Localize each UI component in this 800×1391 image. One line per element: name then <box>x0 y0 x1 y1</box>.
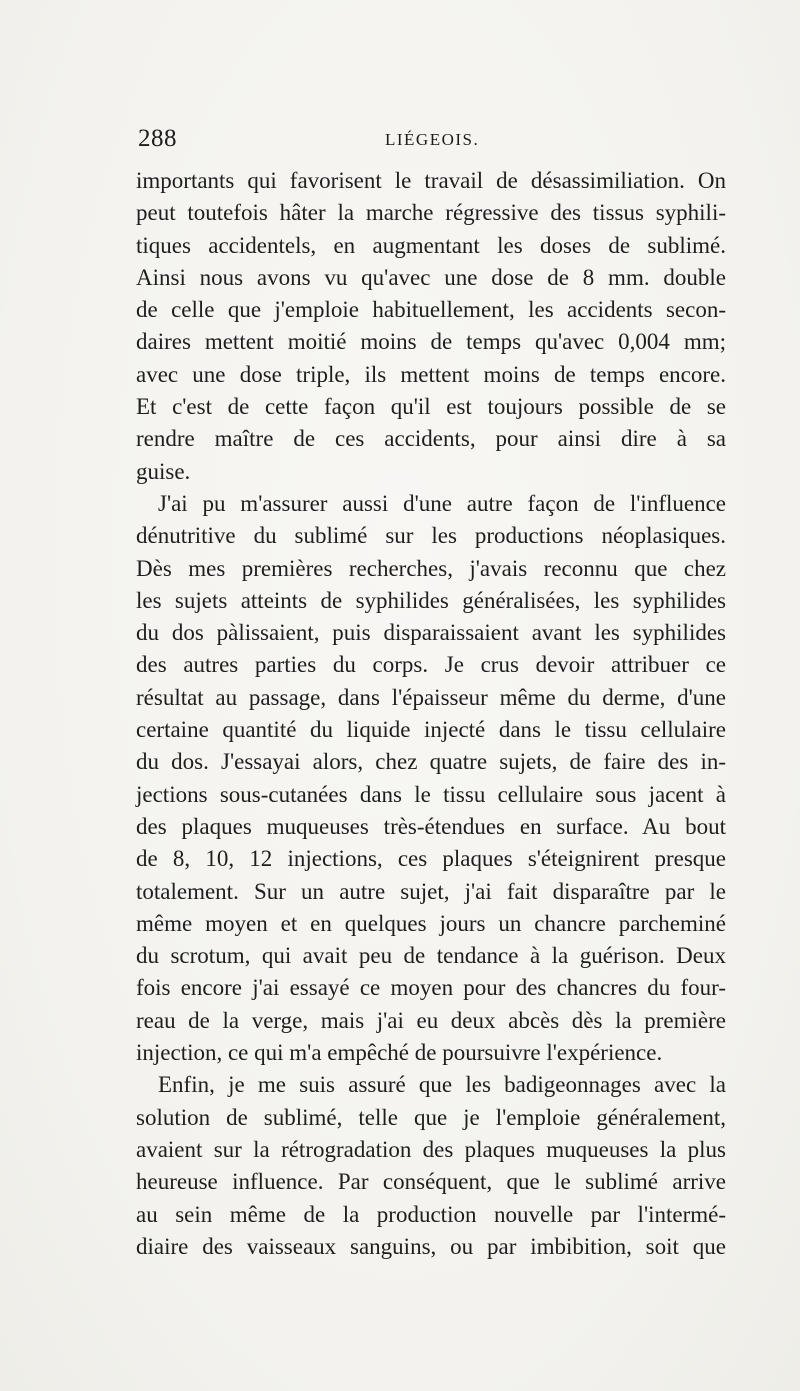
text-line: les sujets atteints de syphilides généralisées, les syphilides <box>136 587 726 613</box>
text-line: de 8, 10, 12 injections, ces plaques s'éteignirent presque <box>136 846 726 872</box>
text-line: certaine quantité du liquide injecté dans le tissu cellulaire <box>136 717 726 743</box>
text-line: dénutritive du sublimé sur les productions néoplasiques. <box>136 523 726 549</box>
text-line: importants qui favorisent le travail de désassimiliation. On <box>136 168 726 193</box>
text-line: guise. <box>136 458 191 484</box>
text-line: des plaques muqueuses très-étendues en surface. Au bout <box>136 813 726 839</box>
text-line: peut toutefois hâter la marche régressive des tissus syphili- <box>136 200 726 226</box>
text-line: du scrotum, qui avait peu de tendance à la guérison. Deux <box>136 943 726 969</box>
text-line: résultat au passage, dans l'épaisseur même du derme, d'une <box>136 684 726 710</box>
text-line: de celle que j'emploie habituellement, les accidents secon- <box>136 297 726 323</box>
body-text <box>136 165 726 1263</box>
text-line: tiques accidentels, en augmentant les doses de sublimé. <box>136 232 726 258</box>
page-number: 288 <box>138 125 177 152</box>
text-line: Enfin, je me suis assuré que les badigeonnages avec la <box>158 1072 726 1098</box>
text-line: heureuse influence. Par conséquent, que le sublimé arrive <box>136 1169 726 1195</box>
paragraph-2 <box>136 488 726 1069</box>
text-line: J'ai pu m'assurer aussi d'une autre façon de l'influence <box>158 490 726 516</box>
text-line: avaient sur la rétrogradation des plaques muqueuses la plus <box>136 1136 726 1162</box>
paragraph-3 <box>136 1069 726 1263</box>
text-line: du dos. J'essayai alors, chez quatre sujets, de faire des in- <box>136 749 726 775</box>
running-title: LIÉGEOIS. <box>385 130 480 149</box>
text-line: du dos pàlissaient, puis disparaissaient avant les syphilides <box>136 620 726 646</box>
text-line: diaire des vaisseaux sanguins, ou par imbibition, soit que <box>136 1233 726 1259</box>
text-line: jections sous-cutanées dans le tissu cellulaire sous jacent à <box>136 781 726 807</box>
text-line: Et c'est de cette façon qu'il est toujours possible de se <box>136 394 726 420</box>
text-line: fois encore j'ai essayé ce moyen pour des chancres du four- <box>136 975 726 1001</box>
text-line: solution de sublimé, telle que je l'emploie généralement, <box>136 1104 726 1130</box>
text-line: même moyen et en quelques jours un chancre parcheminé <box>136 910 726 936</box>
text-line: Dès mes premières recherches, j'avais reconnu que chez <box>136 555 726 581</box>
text-line: Ainsi nous avons vu qu'avec une dose de 8 mm. double <box>136 264 726 290</box>
text-line: des autres parties du corps. Je crus devoir attribuer ce <box>136 652 726 678</box>
text-line: rendre maître de ces accidents, pour ainsi dire à sa <box>136 426 726 452</box>
text-line: totalement. Sur un autre sujet, j'ai fait disparaître par le <box>136 878 726 904</box>
text-line: daires mettent moitié moins de temps qu'avec 0,004 mm; <box>136 329 726 355</box>
page-header <box>138 124 728 154</box>
text-line: avec une dose triple, ils mettent moins de temps encore. <box>136 361 726 387</box>
text-line: injection, ce qui m'a empêché de poursuivre l'expérience. <box>136 1040 663 1066</box>
text-line: au sein même de la production nouvelle par l'intermé- <box>136 1201 726 1227</box>
paragraph-1 <box>136 165 726 488</box>
text-line: reau de la verge, mais j'ai eu deux abcès dès la première <box>136 1007 726 1033</box>
